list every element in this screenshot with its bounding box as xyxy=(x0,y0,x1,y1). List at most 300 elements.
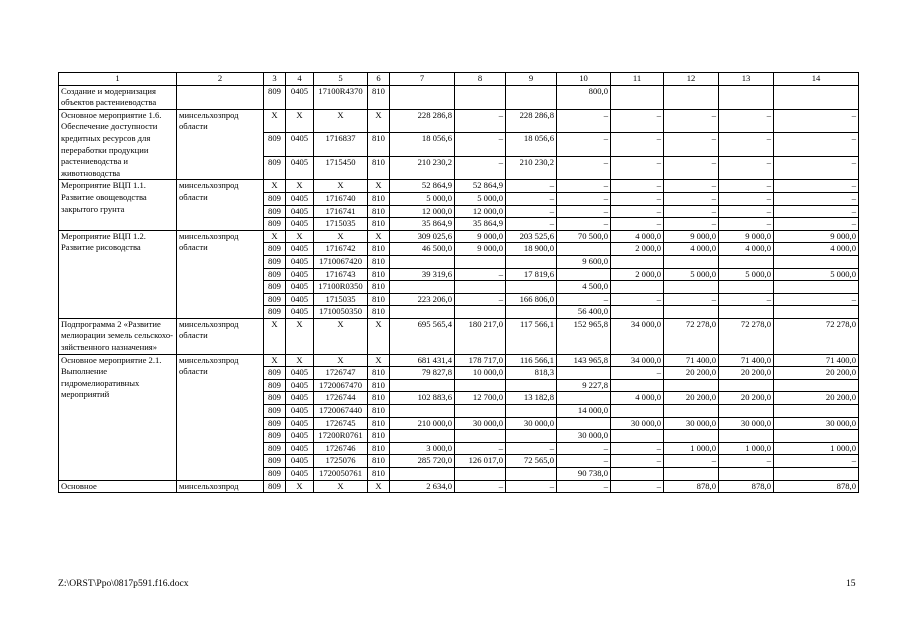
data-cell: 3 000,0 xyxy=(390,442,455,455)
data-cell: 34 000,0 xyxy=(611,318,664,354)
data-cell: – xyxy=(455,480,506,493)
header-cell: 3 xyxy=(264,73,286,86)
data-cell: 681 431,4 xyxy=(390,354,455,367)
data-cell: 9 227,8 xyxy=(557,379,611,392)
data-cell: 0405 xyxy=(286,392,314,405)
data-cell: 4 000,0 xyxy=(611,230,664,243)
data-cell: 810 xyxy=(368,442,390,455)
data-cell: – xyxy=(719,205,774,218)
data-cell: – xyxy=(664,192,719,205)
data-cell: 695 565,4 xyxy=(390,318,455,354)
data-cell: X xyxy=(368,230,390,243)
executor-cell: минсельхозпрод области xyxy=(177,180,264,230)
data-cell: 126 017,0 xyxy=(455,455,506,468)
data-cell: – xyxy=(611,205,664,218)
data-cell: X xyxy=(286,318,314,354)
program-name-cell: Подпрограмма 2 «Развитие мелиорации земель сельскохо-зяйственного назначения» xyxy=(59,318,177,354)
data-cell: 0405 xyxy=(286,218,314,231)
data-cell: 210 000,0 xyxy=(390,417,455,430)
data-cell: 9 000,0 xyxy=(455,243,506,256)
data-cell: 810 xyxy=(368,417,390,430)
data-cell: – xyxy=(506,205,557,218)
data-cell: 0405 xyxy=(286,293,314,306)
data-cell: X xyxy=(264,354,286,367)
data-cell: 800,0 xyxy=(557,85,611,109)
executor-cell: минсельхозпрод области xyxy=(177,230,264,318)
header-cell: 7 xyxy=(390,73,455,86)
data-cell: 9 000,0 xyxy=(719,230,774,243)
data-cell: X xyxy=(314,109,368,133)
data-cell: 1720050761 xyxy=(314,468,368,481)
data-cell: 143 965,8 xyxy=(557,354,611,367)
data-cell: – xyxy=(774,133,859,157)
data-cell: X xyxy=(286,230,314,243)
data-cell: – xyxy=(719,156,774,180)
data-cell: 1716743 xyxy=(314,268,368,281)
data-cell: – xyxy=(774,156,859,180)
data-cell: X xyxy=(286,480,314,493)
data-cell: 210 230,2 xyxy=(390,156,455,180)
data-cell: 70 500,0 xyxy=(557,230,611,243)
data-cell: 309 025,6 xyxy=(390,230,455,243)
header-cell: 2 xyxy=(177,73,264,86)
data-cell: 1716740 xyxy=(314,192,368,205)
table-row xyxy=(59,109,859,133)
data-cell: 13 182,8 xyxy=(506,392,557,405)
footer-file-path: Z:\ORST\Ppo\0817p591.f16.docx xyxy=(58,578,189,589)
data-cell: 1720067470 xyxy=(314,379,368,392)
data-cell: X xyxy=(264,318,286,354)
data-cell: 1716741 xyxy=(314,205,368,218)
program-name-cell: Мероприятие ВЦП 1.1. Развитие овощеводства закрытого грунта xyxy=(59,180,177,230)
data-cell: – xyxy=(557,218,611,231)
executor-cell: минсельхозпрод области xyxy=(177,354,264,480)
data-cell: 71 400,0 xyxy=(719,354,774,367)
data-cell: – xyxy=(455,442,506,455)
data-cell: 809 xyxy=(264,367,286,380)
data-cell: 18 056,6 xyxy=(390,133,455,157)
data-cell: 810 xyxy=(368,205,390,218)
data-cell: – xyxy=(557,480,611,493)
data-cell: – xyxy=(719,192,774,205)
data-cell: 1725076 xyxy=(314,455,368,468)
data-cell xyxy=(664,281,719,294)
data-cell xyxy=(506,255,557,268)
data-cell: 79 827,8 xyxy=(390,367,455,380)
data-cell: 0405 xyxy=(286,85,314,109)
data-cell: 18 900,0 xyxy=(506,243,557,256)
data-cell: 210 230,2 xyxy=(506,156,557,180)
data-cell: – xyxy=(557,205,611,218)
data-cell: 228 286,8 xyxy=(506,109,557,133)
data-cell: 809 xyxy=(264,379,286,392)
data-cell: 0405 xyxy=(286,405,314,418)
data-cell: – xyxy=(664,293,719,306)
data-cell: 0405 xyxy=(286,268,314,281)
data-cell: – xyxy=(557,293,611,306)
data-cell xyxy=(664,405,719,418)
data-cell: 1710050350 xyxy=(314,306,368,319)
data-cell: X xyxy=(368,480,390,493)
data-cell xyxy=(719,306,774,319)
data-cell: 30 000,0 xyxy=(719,417,774,430)
data-cell: 810 xyxy=(368,430,390,443)
data-cell xyxy=(719,255,774,268)
data-cell: 4 000,0 xyxy=(664,243,719,256)
data-cell: 1715450 xyxy=(314,156,368,180)
header-cell: 1 xyxy=(59,73,177,86)
data-cell: 14 000,0 xyxy=(557,405,611,418)
data-cell: 809 xyxy=(264,281,286,294)
data-cell: 1716742 xyxy=(314,243,368,256)
data-cell xyxy=(455,379,506,392)
data-cell: – xyxy=(611,133,664,157)
data-cell: 20 200,0 xyxy=(719,367,774,380)
data-cell xyxy=(455,405,506,418)
data-cell xyxy=(557,243,611,256)
header-cell: 14 xyxy=(774,73,859,86)
data-cell: 9 000,0 xyxy=(774,230,859,243)
program-name-cell: Основное мероприятие 1.6. Обеспечение доступности кредитных ресурсов для переработки продукции растениеводства и животноводства xyxy=(59,109,177,180)
data-cell: 178 717,0 xyxy=(455,354,506,367)
data-cell: – xyxy=(506,180,557,193)
data-cell: X xyxy=(286,354,314,367)
data-cell xyxy=(506,85,557,109)
data-cell xyxy=(774,85,859,109)
table-row xyxy=(59,230,859,243)
data-cell: – xyxy=(455,293,506,306)
data-cell: 2 634,0 xyxy=(390,480,455,493)
data-cell: 0405 xyxy=(286,442,314,455)
data-cell: – xyxy=(557,180,611,193)
data-cell: 39 319,6 xyxy=(390,268,455,281)
header-cell: 4 xyxy=(286,73,314,86)
data-cell: 9 000,0 xyxy=(664,230,719,243)
data-cell: 9 600,0 xyxy=(557,255,611,268)
data-cell: 90 738,0 xyxy=(557,468,611,481)
data-cell: – xyxy=(455,133,506,157)
data-cell: 809 xyxy=(264,133,286,157)
data-cell: 17100R4370 xyxy=(314,85,368,109)
data-cell xyxy=(390,255,455,268)
data-cell: X xyxy=(314,230,368,243)
data-cell xyxy=(455,468,506,481)
data-cell: – xyxy=(719,293,774,306)
data-cell xyxy=(719,430,774,443)
data-cell: 5 000,0 xyxy=(664,268,719,281)
data-cell: 72 278,0 xyxy=(719,318,774,354)
table-row xyxy=(59,180,859,193)
data-cell: 20 200,0 xyxy=(664,367,719,380)
data-cell: X xyxy=(264,180,286,193)
header-cell: 5 xyxy=(314,73,368,86)
data-cell: X xyxy=(368,180,390,193)
data-cell: – xyxy=(611,367,664,380)
data-cell: 0405 xyxy=(286,417,314,430)
data-cell: 810 xyxy=(368,85,390,109)
data-cell: 17100R0350 xyxy=(314,281,368,294)
data-cell xyxy=(455,430,506,443)
program-name-cell: Мероприятие ВЦП 1.2. Развитие рисоводства xyxy=(59,230,177,318)
data-cell: 10 000,0 xyxy=(455,367,506,380)
data-cell: 52 864,9 xyxy=(455,180,506,193)
data-cell: 46 500,0 xyxy=(390,243,455,256)
data-cell: – xyxy=(506,480,557,493)
data-cell: 56 400,0 xyxy=(557,306,611,319)
data-cell: 4 000,0 xyxy=(611,392,664,405)
data-cell: – xyxy=(506,218,557,231)
data-cell: – xyxy=(611,293,664,306)
data-cell: 72 565,0 xyxy=(506,455,557,468)
data-cell xyxy=(506,306,557,319)
data-cell: 0405 xyxy=(286,306,314,319)
data-cell xyxy=(455,85,506,109)
data-cell: – xyxy=(506,442,557,455)
data-cell: 809 xyxy=(264,306,286,319)
data-cell: – xyxy=(664,133,719,157)
data-cell: 2 000,0 xyxy=(611,268,664,281)
header-cell: 6 xyxy=(368,73,390,86)
data-cell: 810 xyxy=(368,255,390,268)
data-cell: 4 000,0 xyxy=(719,243,774,256)
data-cell: 5 000,0 xyxy=(455,192,506,205)
data-cell: 4 500,0 xyxy=(557,281,611,294)
data-cell: 0405 xyxy=(286,133,314,157)
data-cell: – xyxy=(774,192,859,205)
data-cell: 0405 xyxy=(286,156,314,180)
executor-cell: минсельхозпрод xyxy=(177,480,264,493)
data-cell: – xyxy=(664,180,719,193)
data-cell: 72 278,0 xyxy=(774,318,859,354)
data-cell: 810 xyxy=(368,293,390,306)
data-cell xyxy=(390,379,455,392)
data-cell: 810 xyxy=(368,392,390,405)
data-cell: 809 xyxy=(264,480,286,493)
data-cell: 228 286,8 xyxy=(390,109,455,133)
data-cell: X xyxy=(368,109,390,133)
data-cell: – xyxy=(774,218,859,231)
data-cell: 102 883,6 xyxy=(390,392,455,405)
header-cell: 11 xyxy=(611,73,664,86)
data-cell: 809 xyxy=(264,468,286,481)
data-cell: – xyxy=(611,156,664,180)
data-cell: 0405 xyxy=(286,430,314,443)
data-cell: 878,0 xyxy=(664,480,719,493)
data-cell xyxy=(557,367,611,380)
data-cell: 116 566,1 xyxy=(506,354,557,367)
header-cell: 10 xyxy=(557,73,611,86)
data-cell: 810 xyxy=(368,468,390,481)
data-cell xyxy=(664,306,719,319)
data-cell xyxy=(664,430,719,443)
data-cell: 20 200,0 xyxy=(719,392,774,405)
data-cell: – xyxy=(719,133,774,157)
data-cell: – xyxy=(557,192,611,205)
data-cell: – xyxy=(774,109,859,133)
data-cell: – xyxy=(664,455,719,468)
data-cell: – xyxy=(455,156,506,180)
data-cell xyxy=(664,379,719,392)
data-cell xyxy=(611,468,664,481)
data-cell xyxy=(506,468,557,481)
data-cell xyxy=(557,268,611,281)
data-cell: – xyxy=(455,268,506,281)
data-cell: 0405 xyxy=(286,205,314,218)
budget-table xyxy=(58,72,859,493)
data-cell: 152 965,8 xyxy=(557,318,611,354)
data-cell: – xyxy=(557,109,611,133)
data-cell xyxy=(774,405,859,418)
data-cell xyxy=(611,255,664,268)
data-cell: 809 xyxy=(264,268,286,281)
data-cell xyxy=(774,468,859,481)
executor-cell: минсельхозпрод области xyxy=(177,318,264,354)
data-cell: 4 000,0 xyxy=(774,243,859,256)
data-cell: 5 000,0 xyxy=(774,268,859,281)
data-cell: 12 000,0 xyxy=(455,205,506,218)
data-cell: 1710067420 xyxy=(314,255,368,268)
program-name-cell: Основное мероприятие 2.1. Выполнение гидромелиоративных мероприятий xyxy=(59,354,177,480)
data-cell: – xyxy=(557,156,611,180)
data-cell: 30 000,0 xyxy=(774,417,859,430)
data-cell: 878,0 xyxy=(774,480,859,493)
data-cell: 809 xyxy=(264,85,286,109)
data-cell xyxy=(719,281,774,294)
data-cell: – xyxy=(611,192,664,205)
data-cell: 809 xyxy=(264,405,286,418)
data-cell: 0405 xyxy=(286,468,314,481)
data-cell: 34 000,0 xyxy=(611,354,664,367)
data-cell: 810 xyxy=(368,218,390,231)
data-cell xyxy=(506,281,557,294)
data-cell: 809 xyxy=(264,455,286,468)
table-row xyxy=(59,85,859,109)
data-cell: X xyxy=(314,318,368,354)
data-cell: 12 700,0 xyxy=(455,392,506,405)
header-cell: 8 xyxy=(455,73,506,86)
data-cell: – xyxy=(611,109,664,133)
data-cell: 5 000,0 xyxy=(719,268,774,281)
data-cell xyxy=(611,430,664,443)
data-cell: 117 566,1 xyxy=(506,318,557,354)
data-cell: 20 200,0 xyxy=(664,392,719,405)
data-cell: 1726747 xyxy=(314,367,368,380)
data-cell: 180 217,0 xyxy=(455,318,506,354)
executor-cell xyxy=(177,85,264,109)
data-cell: 809 xyxy=(264,392,286,405)
data-cell: 5 000,0 xyxy=(390,192,455,205)
data-cell: 30 000,0 xyxy=(455,417,506,430)
data-cell: 2 000,0 xyxy=(611,243,664,256)
data-cell xyxy=(506,430,557,443)
data-cell: 809 xyxy=(264,430,286,443)
data-cell: 71 400,0 xyxy=(774,354,859,367)
program-name-cell: Основное xyxy=(59,480,177,493)
data-cell: – xyxy=(774,455,859,468)
header-cell: 9 xyxy=(506,73,557,86)
data-cell: 810 xyxy=(368,156,390,180)
data-cell xyxy=(611,405,664,418)
table-row xyxy=(59,354,859,367)
data-cell xyxy=(774,379,859,392)
executor-cell: минсельхозпрод области xyxy=(177,109,264,180)
data-cell: 1715035 xyxy=(314,218,368,231)
data-cell xyxy=(390,468,455,481)
data-cell xyxy=(390,85,455,109)
data-cell: – xyxy=(774,205,859,218)
data-cell: – xyxy=(557,455,611,468)
data-cell: 20 200,0 xyxy=(774,367,859,380)
data-cell: 809 xyxy=(264,255,286,268)
data-cell: – xyxy=(611,442,664,455)
data-cell: 0405 xyxy=(286,367,314,380)
data-cell: 810 xyxy=(368,281,390,294)
data-cell: 20 200,0 xyxy=(774,392,859,405)
table-body xyxy=(59,73,859,493)
data-cell xyxy=(774,255,859,268)
data-cell: – xyxy=(664,109,719,133)
data-cell xyxy=(390,306,455,319)
data-cell: – xyxy=(557,442,611,455)
data-cell: 810 xyxy=(368,405,390,418)
data-cell xyxy=(611,379,664,392)
data-cell: 0405 xyxy=(286,243,314,256)
data-cell xyxy=(506,379,557,392)
data-cell: – xyxy=(664,218,719,231)
table-row xyxy=(59,318,859,354)
data-cell: 35 864,9 xyxy=(390,218,455,231)
data-cell: 0405 xyxy=(286,455,314,468)
data-cell: X xyxy=(368,318,390,354)
data-cell: – xyxy=(506,192,557,205)
data-cell: X xyxy=(314,354,368,367)
data-cell: 878,0 xyxy=(719,480,774,493)
data-cell xyxy=(664,468,719,481)
header-cell: 13 xyxy=(719,73,774,86)
data-cell xyxy=(390,405,455,418)
data-cell: 0405 xyxy=(286,255,314,268)
data-cell: 1726746 xyxy=(314,442,368,455)
data-cell xyxy=(611,85,664,109)
data-cell: 30 000,0 xyxy=(557,430,611,443)
data-cell: 223 206,0 xyxy=(390,293,455,306)
data-cell: 810 xyxy=(368,192,390,205)
data-cell xyxy=(557,392,611,405)
data-cell: X xyxy=(286,180,314,193)
data-cell: 809 xyxy=(264,442,286,455)
data-cell: – xyxy=(664,156,719,180)
data-cell: – xyxy=(611,480,664,493)
data-cell: 809 xyxy=(264,243,286,256)
data-cell: 30 000,0 xyxy=(611,417,664,430)
data-cell xyxy=(455,306,506,319)
data-cell xyxy=(611,281,664,294)
data-cell: 810 xyxy=(368,379,390,392)
data-cell xyxy=(557,417,611,430)
data-cell: 809 xyxy=(264,218,286,231)
data-cell: – xyxy=(664,205,719,218)
data-cell: 17200R0761 xyxy=(314,430,368,443)
data-cell: 809 xyxy=(264,293,286,306)
data-cell xyxy=(390,281,455,294)
data-cell: 810 xyxy=(368,306,390,319)
data-cell: 809 xyxy=(264,192,286,205)
data-cell xyxy=(774,430,859,443)
data-cell: 71 400,0 xyxy=(664,354,719,367)
data-cell: 30 000,0 xyxy=(506,417,557,430)
data-cell: – xyxy=(774,293,859,306)
data-cell: 810 xyxy=(368,133,390,157)
